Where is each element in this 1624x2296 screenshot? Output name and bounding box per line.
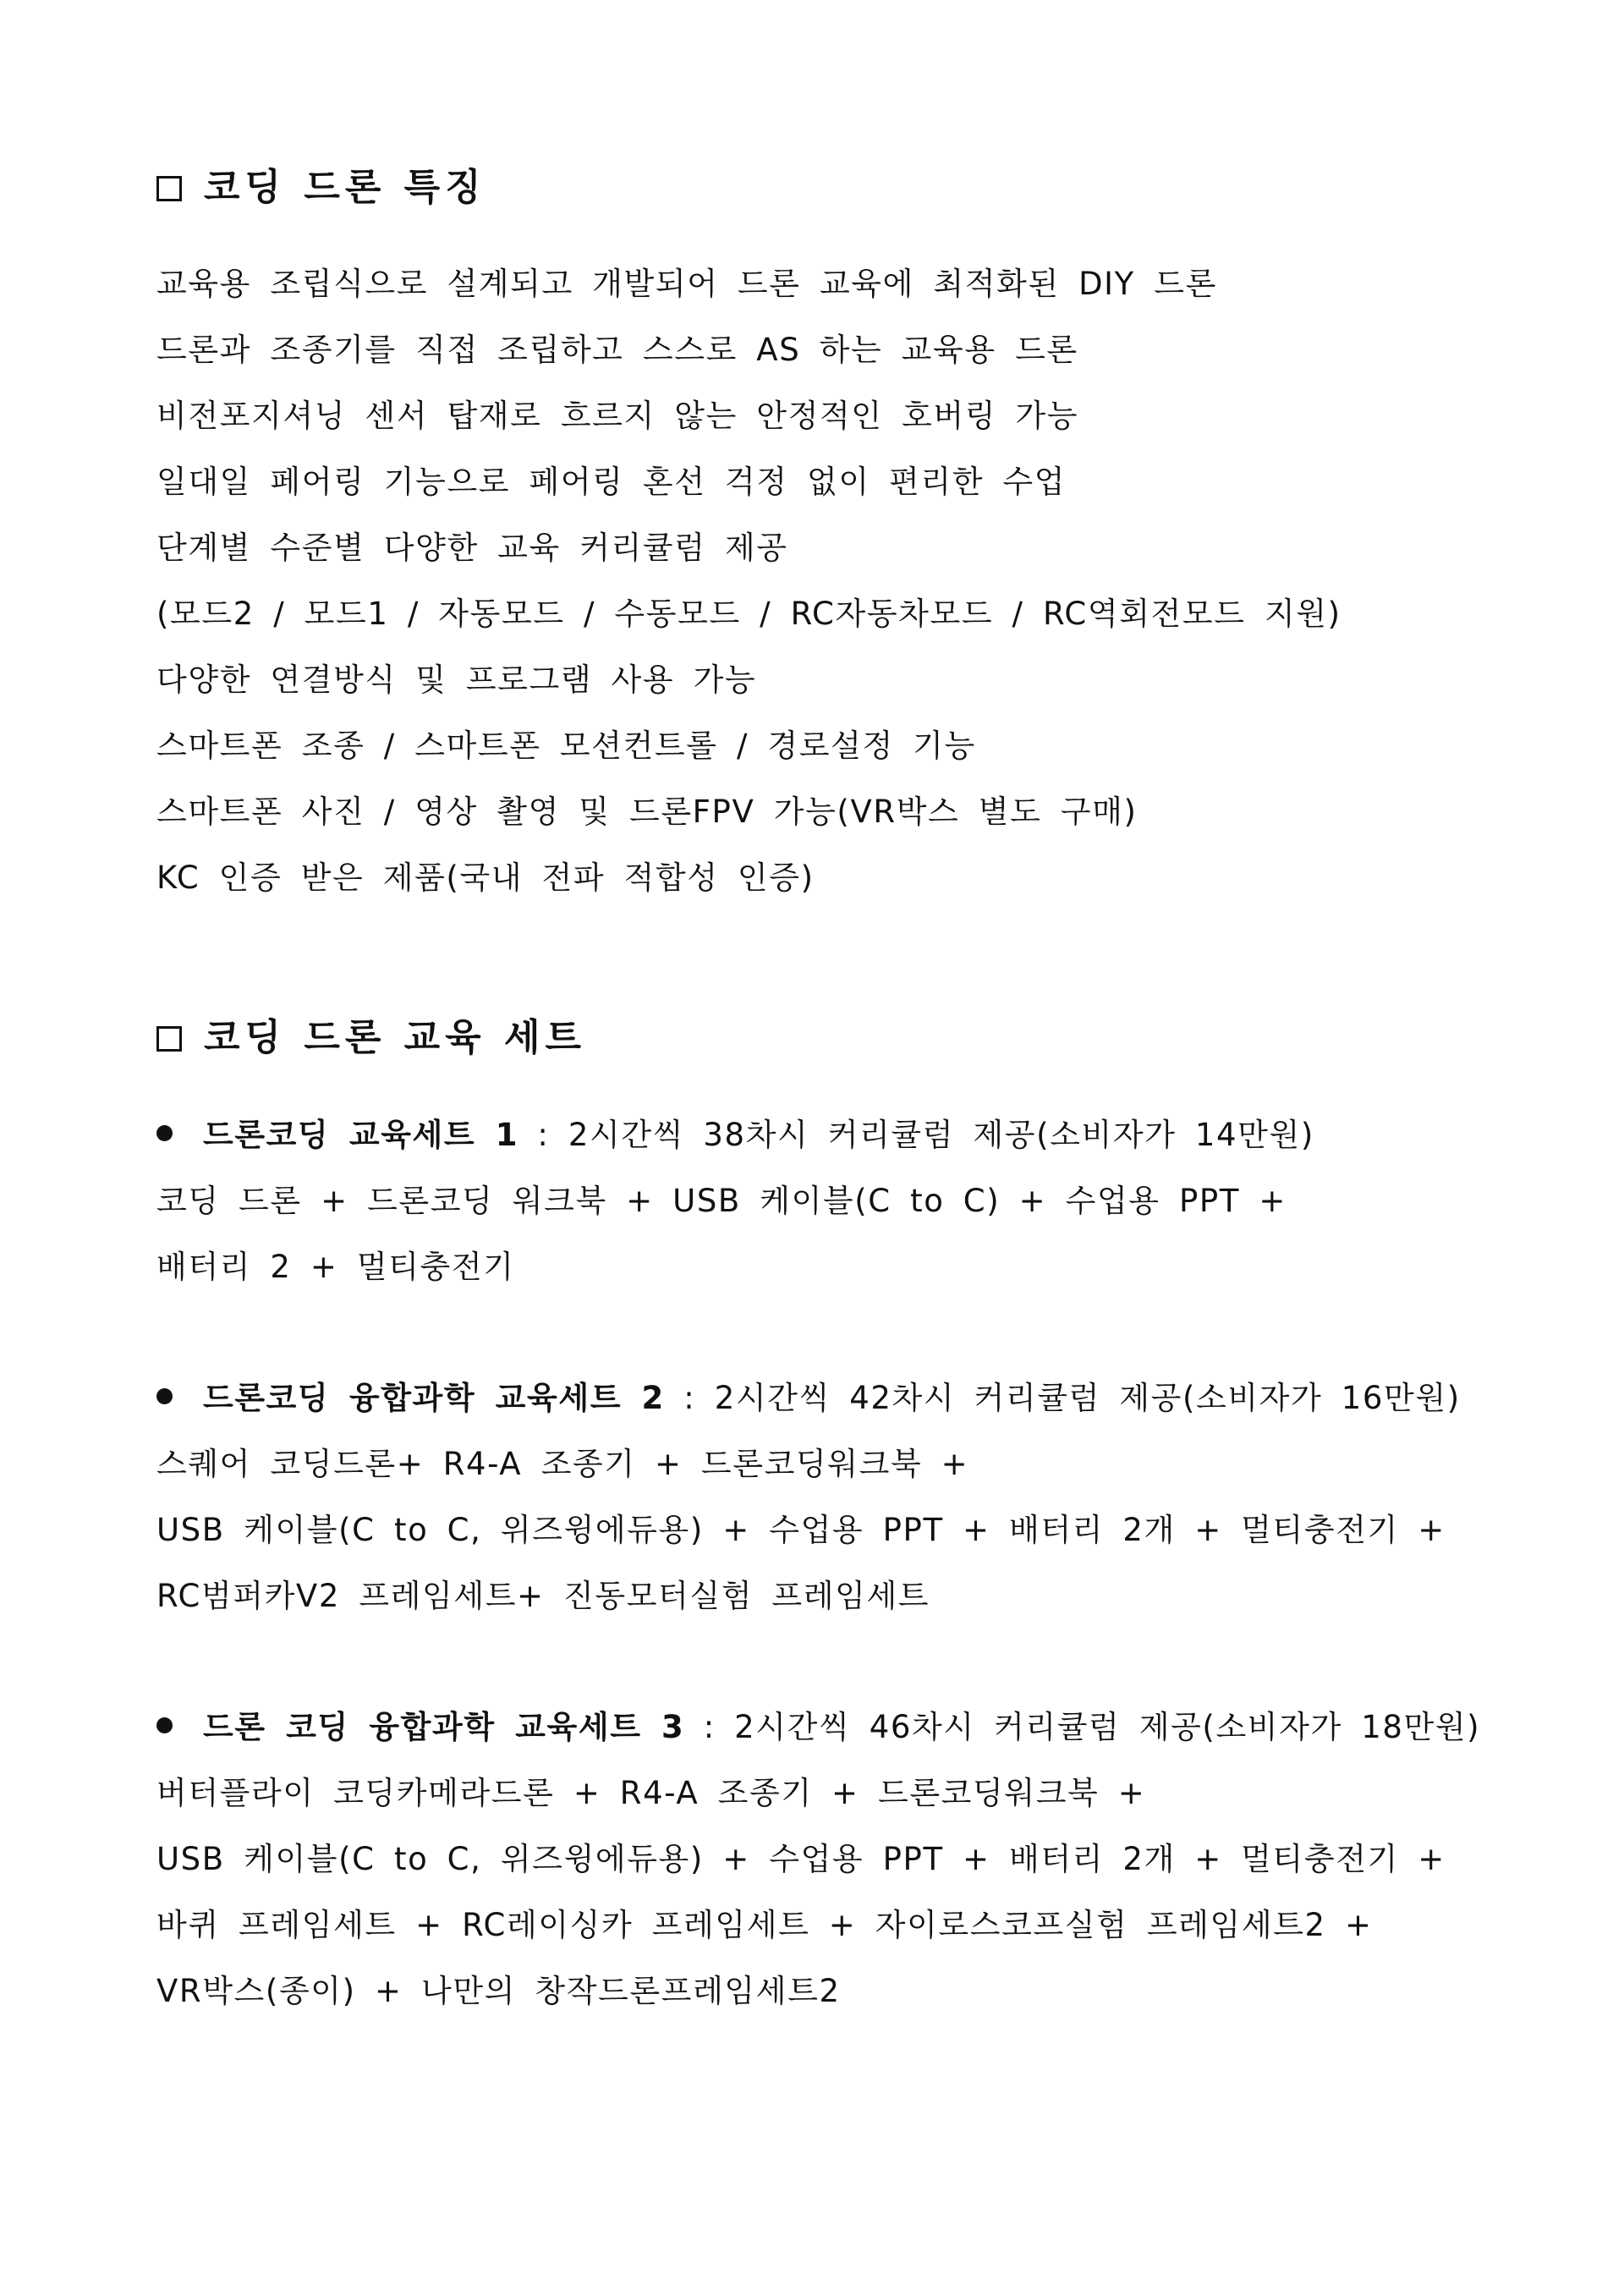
feature-line: 스마트폰 사진 / 영상 촬영 및 드론FPV 가능(VR박스 별도 구매) (156, 794, 1138, 830)
set-3-description: : 2시간씩 46차시 커리큘럼 제공(소비자가 18만원) (684, 1709, 1481, 1745)
feature-line: 단계별 수준별 다양한 교육 커리큘럼 제공 (156, 530, 788, 566)
sets-heading (156, 1016, 586, 1059)
bullet-icon (156, 1717, 173, 1733)
bullet-icon (156, 1388, 173, 1404)
set-2-content-line: 스퀘어 코딩드론+ R4-A 조종기 + 드론코딩워크북 + (156, 1446, 969, 1482)
set-2-header (156, 1382, 1461, 1414)
set-3-content-line: 바퀴 프레임세트 + RC레이싱카 프레임세트 + 자이로스코프실험 프레임세트2 + (156, 1907, 1373, 1943)
set-1-content-line: 배터리 2 + 멀티충전기 (156, 1249, 515, 1285)
feature-line: (모드2 / 모드1 / 자동모드 / 수동모드 / RC자동차모드 / RC역회전모드 지원) (156, 596, 1341, 632)
features-heading (156, 166, 486, 209)
bullet-icon (156, 1125, 173, 1141)
sets-heading-text: 코딩 드론 교육 세트 (204, 1016, 586, 1059)
feature-line: 드론과 조종기를 직접 조립하고 스스로 AS 하는 교육용 드론 (156, 332, 1078, 368)
feature-line: 일대일 페어링 기능으로 페어링 혼선 걱정 없이 편리한 수업 (156, 464, 1067, 500)
feature-line: KC 인증 받은 제품(국내 전파 적합성 인증) (156, 860, 815, 896)
set-3-content-line: 버터플라이 코딩카메라드론 + R4-A 조종기 + 드론코딩워크북 + (156, 1775, 1146, 1811)
set-2-content-line: RC범퍼카V2 프레임세트+ 진동모터실험 프레임세트 (156, 1578, 930, 1614)
feature-line: 스마트폰 조종 / 스마트폰 모션컨트롤 / 경로설정 기능 (156, 728, 976, 764)
set-1-content-line: 코딩 드론 + 드론코딩 워크북 + USB 케이블(C to C) + 수업용 PPT + (156, 1183, 1287, 1219)
set-2-description: : 2시간씩 42차시 커리큘럼 제공(소비자가 16만원) (664, 1380, 1461, 1416)
set-1-name: 드론코딩 교육세트 1 (203, 1117, 519, 1153)
set-3-content-line: USB 케이블(C to C, 위즈윙에듀용) + 수업용 PPT + 배터리 2개 + 멀티충전기 + (156, 1841, 1446, 1877)
set-2-content-line: USB 케이블(C to C, 위즈윙에듀용) + 수업용 PPT + 배터리 2개 + 멀티충전기 + (156, 1512, 1446, 1548)
feature-line: 다양한 연결방식 및 프로그램 사용 가능 (156, 662, 757, 698)
checkbox-square-icon (156, 1026, 182, 1052)
set-3-name: 드론 코딩 융합과학 교육세트 3 (203, 1709, 685, 1745)
checkbox-square-icon (156, 176, 182, 201)
set-2-name: 드론코딩 융합과학 교육세트 2 (203, 1380, 665, 1416)
set-1-header (156, 1119, 1314, 1151)
set-1-description: : 2시간씩 38차시 커리큘럼 제공(소비자가 14만원) (518, 1117, 1314, 1153)
feature-line: 교육용 조립식으로 설계되고 개발되어 드론 교육에 최적화된 DIY 드론 (156, 266, 1217, 302)
set-3-content-line: VR박스(종이) + 나만의 창작드론프레임세트2 (156, 1973, 841, 2009)
feature-line: 비전포지셔닝 센서 탑재로 흐르지 않는 안정적인 호버링 가능 (156, 398, 1079, 434)
features-heading-text: 코딩 드론 특징 (204, 166, 486, 209)
set-3-header (156, 1711, 1480, 1743)
